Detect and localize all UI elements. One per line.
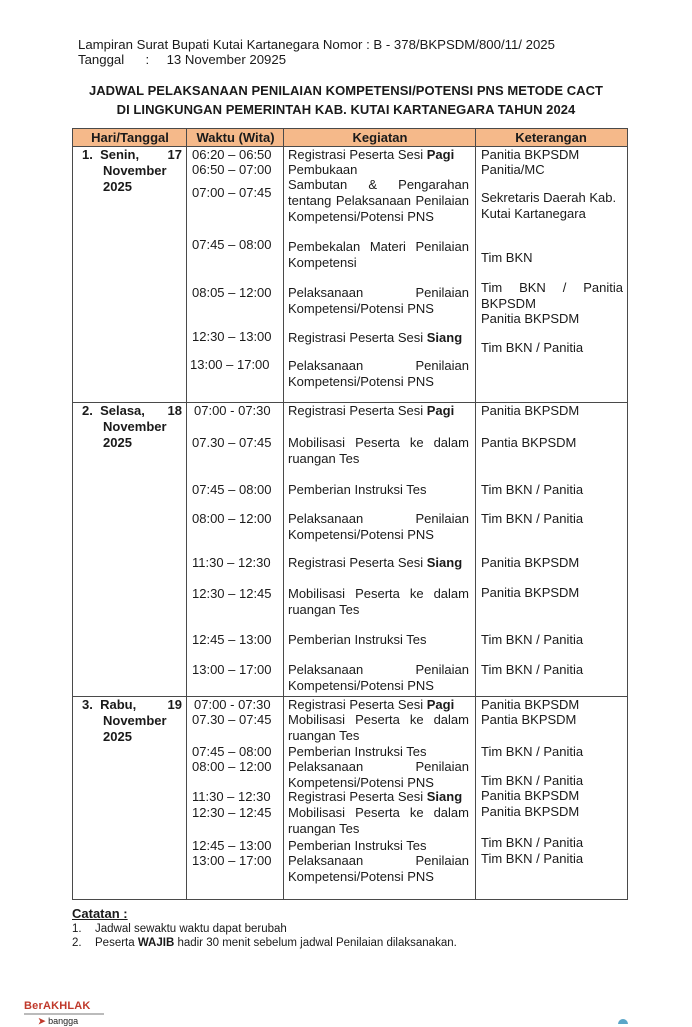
note-cell: Panitia BKPSDM [481, 147, 580, 162]
note-cell: Tim BKN [481, 250, 533, 265]
activity-cell: Registrasi Peserta Sesi Siang [288, 555, 463, 570]
note-cell: Tim BKN / Panitia [481, 511, 584, 526]
logo-tagline-bar [24, 1013, 104, 1015]
day-date: 18 [167, 403, 182, 418]
time-cell: 06:50 – 07:00 [192, 162, 272, 177]
column-header-hari: Hari/Tanggal [91, 130, 169, 145]
time-cell: 07:45 – 08:00 [192, 744, 272, 759]
time-cell: 06:20 – 06:50 [192, 147, 272, 162]
column-header-keterangan: Keterangan [515, 130, 587, 145]
note-cell: Tim BKN / Panitia [481, 482, 584, 497]
note-cell: Tim BKN / Panitia [481, 773, 584, 788]
note-emphasis: WAJIB [137, 937, 175, 949]
column-divider [283, 129, 284, 899]
time-cell: 11:30 – 12:30 [192, 789, 271, 804]
note-cell: Tim BKN / Panitia [481, 851, 584, 866]
time-cell: 07:45 – 08:00 [192, 237, 272, 252]
time-cell: 12:30 – 13:00 [192, 329, 272, 344]
note-cell: Pantia BKPSDM [481, 435, 577, 450]
note-cell: Sekretaris Daerah Kab. Kutai Kartanegara [481, 190, 617, 221]
time-cell: 08:00 – 12:00 [192, 759, 272, 774]
day-year: 2025 [103, 729, 132, 744]
activity-cell: Registrasi Peserta Sesi Pagi [288, 147, 455, 162]
day-cell [82, 147, 182, 195]
logo-mark-icon: ➤ [38, 1016, 46, 1026]
tanggal-value: 13 November 20925 [166, 52, 287, 67]
time-cell: 07:45 – 08:00 [192, 482, 272, 497]
day-year: 2025 [103, 179, 132, 194]
note-cell: Tim BKN / Panitia [481, 835, 584, 850]
activity-cell: Registrasi Peserta Sesi Siang [288, 330, 463, 345]
activity-cell: Pelaksanaan Penilaian Kompetensi/Potensi PNS [288, 662, 469, 693]
time-cell: 12:30 – 12:45 [192, 586, 272, 601]
logo-text: BerAKHLAK [24, 1000, 91, 1012]
activity-cell: Pembukaan [288, 162, 358, 177]
activity-cell: Mobilisasi Peserta ke dalam ruangan Tes [288, 712, 469, 743]
note-cell: Tim BKN / Panitia [481, 662, 584, 677]
activity-cell: Sambutan & Pengarahan tentang Pelaksanaan Penilaian Kompetensi/Potensi PNS [288, 177, 469, 224]
note-cell: Tim BKN / Panitia [481, 632, 584, 647]
note-cell: Panitia/MC [481, 162, 545, 177]
logo-subtext-label: bangga [48, 1016, 79, 1026]
activity-cell: Pemberian Instruksi Tes [288, 482, 427, 497]
activity-cell: Mobilisasi Peserta ke dalam ruangan Tes [288, 805, 469, 836]
activity-cell: Pelaksanaan Penilaian Kompetensi/Potensi PNS [288, 511, 469, 542]
time-cell: 13:00 – 17:00 [192, 662, 272, 677]
day-number: 2. [82, 403, 93, 418]
activity-cell: Pemberian Instruksi Tes [288, 632, 427, 647]
day-month: November [103, 163, 167, 178]
activity-cell: Pemberian Instruksi Tes [288, 744, 427, 759]
activity-cell: Registrasi Peserta Sesi Siang [288, 789, 463, 804]
tanggal-separator: : [145, 52, 150, 67]
day-name: Selasa, [100, 403, 145, 418]
time-cell: 12:30 – 12:45 [192, 805, 272, 820]
day-date: 17 [167, 147, 182, 162]
note-cell: Panitia BKPSDM [481, 697, 580, 712]
time-cell: 11:30 – 12:30 [192, 555, 271, 570]
note-cell: Panitia BKPSDM [481, 585, 580, 600]
note-cell: Panitia BKPSDM [481, 804, 580, 819]
column-divider [475, 129, 476, 899]
time-cell: 07:00 - 07:30 [194, 403, 271, 418]
time-cell: 12:45 – 13:00 [192, 632, 272, 647]
time-cell: 12:45 – 13:00 [192, 838, 272, 853]
activity-cell: Pelaksanaan Penilaian Kompetensi/Potensi PNS [288, 853, 469, 884]
note-text: Peserta [95, 937, 138, 949]
activity-cell: Registrasi Peserta Sesi Pagi [288, 697, 455, 712]
day-cell [82, 403, 182, 451]
day-month: November [103, 713, 167, 728]
document-title-line2: DI LINGKUNGAN PEMERINTAH KAB. KUTAI KARTANEGARA TAHUN 2024 [116, 102, 576, 117]
time-cell: 08:00 – 12:00 [192, 511, 272, 526]
note-number: 2. [72, 937, 82, 949]
day-year: 2025 [103, 435, 132, 450]
time-cell: 07.30 – 07:45 [192, 712, 272, 727]
activity-cell: Mobilisasi Peserta ke dalam ruangan Tes [288, 435, 469, 466]
day-cell [82, 697, 182, 745]
activity-cell: Pelaksanaan Penilaian Kompetensi/Potensi PNS [288, 285, 469, 316]
column-header-waktu: Waktu (Wita) [196, 130, 275, 145]
note-item [72, 923, 287, 935]
activity-cell: Pembekalan Materi Penilaian Kompetensi [288, 239, 469, 270]
footer-logo-icon [618, 1019, 628, 1024]
tanggal-line [78, 52, 286, 67]
activity-cell: Pelaksanaan Penilaian Kompetensi/Potensi PNS [288, 358, 469, 389]
activity-cell: Pelaksanaan Penilaian Kompetensi/Potensi PNS [288, 759, 469, 790]
table-header-row [73, 129, 627, 147]
activity-cell: Mobilisasi Peserta ke dalam ruangan Tes [288, 586, 469, 617]
note-text: hadir 30 menit sebelum jadwal Penilaian dilaksanakan. [174, 937, 457, 949]
column-header-kegiatan: Kegiatan [352, 130, 408, 145]
note-cell: Tim BKN / Panitia [481, 744, 584, 759]
day-name: Senin, [100, 147, 140, 162]
note-number: 1. [72, 923, 82, 935]
time-cell: 13:00 – 17:00 [190, 357, 270, 372]
day-number: 1. [82, 147, 93, 162]
berakhlak-logo [24, 1000, 104, 1027]
time-cell: 07:00 - 07:30 [194, 697, 271, 712]
day-name: Rabu, [100, 697, 137, 712]
note-cell: Pantia BKPSDM [481, 712, 577, 727]
time-cell: 13:00 – 17:00 [192, 853, 272, 868]
day-number: 3. [82, 697, 93, 712]
document-title-line1: JADWAL PELAKSANAAN PENILAIAN KOMPETENSI/POTENSI PNS METODE CACT [88, 83, 604, 98]
note-cell: Tim BKN / Panitia [481, 340, 584, 355]
lampiran-line: Lampiran Surat Bupati Kutai Kartanegara Nomor : B - 378/BKPSDM/800/11/ 2025 [78, 37, 555, 52]
note-cell: Panitia BKPSDM [481, 403, 580, 418]
activity-cell: Registrasi Peserta Sesi Pagi [288, 403, 455, 418]
day-date: 19 [167, 697, 182, 712]
time-cell: 08:05 – 12:00 [192, 285, 272, 300]
notes-title: Catatan : [72, 906, 128, 921]
note-item [72, 937, 457, 949]
note-cell: Panitia BKPSDM [481, 555, 580, 570]
activity-cell: Pemberian Instruksi Tes [288, 838, 427, 853]
note-cell: Tim BKN / Panitia BKPSDM [481, 280, 623, 311]
note-cell: Panitia BKPSDM [481, 311, 580, 326]
time-cell: 07.30 – 07:45 [192, 435, 272, 450]
note-cell: Panitia BKPSDM [481, 788, 580, 803]
note-text: Jadwal sewaktu waktu dapat berubah [95, 923, 287, 935]
logo-subtext [38, 1016, 104, 1027]
tanggal-label: Tanggal [78, 52, 125, 67]
time-cell: 07:00 – 07:45 [192, 185, 272, 200]
column-divider [186, 129, 187, 899]
day-month: November [103, 419, 167, 434]
